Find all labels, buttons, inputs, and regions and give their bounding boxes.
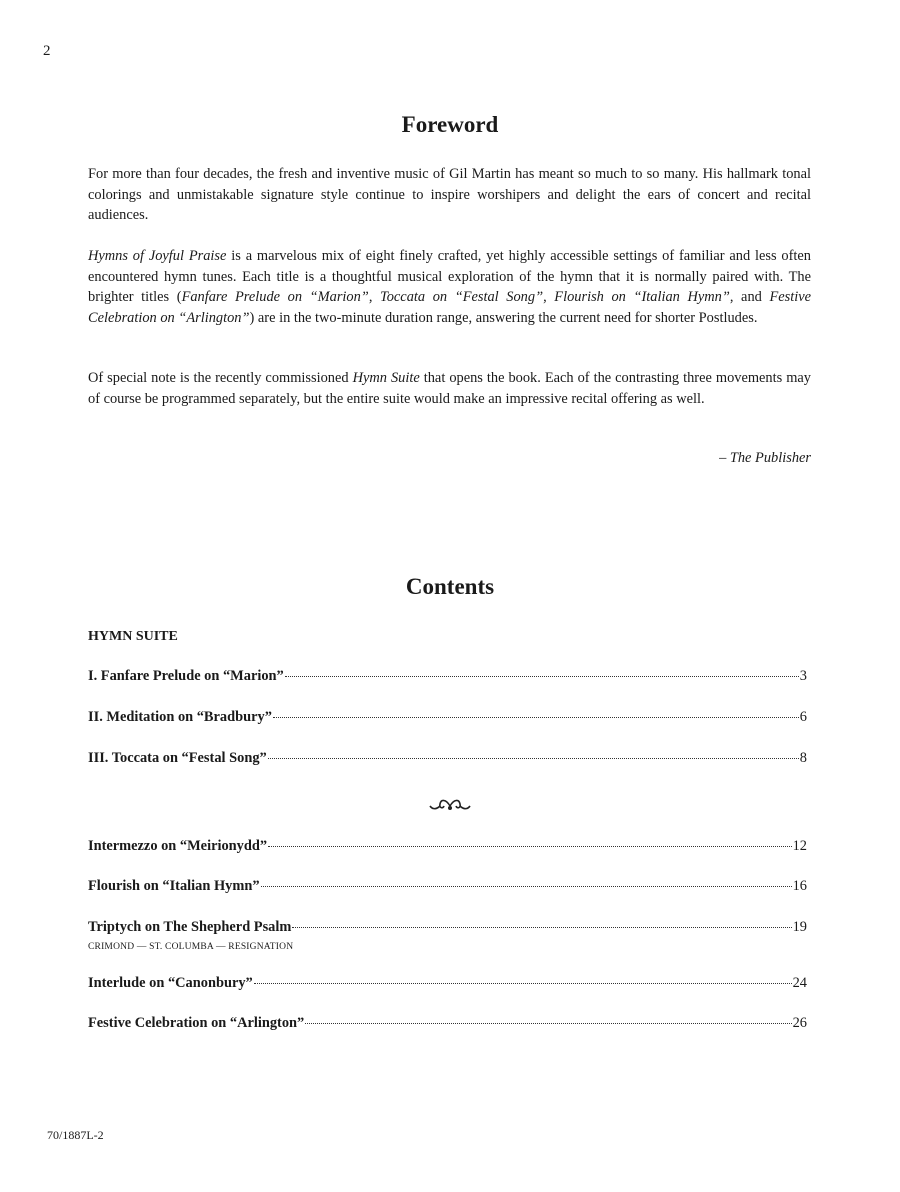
foreword-paragraph-3 [88,368,811,409]
toc-entry-title: Intermezzo on “Meirionydd” [88,838,268,854]
foreword-signature: – The Publisher [719,450,811,466]
foreword-paragraph-1: For more than four decades, the fresh and inventive music of Gil Martin has meant so much to so many. His hallmark tonal colorings and unmistakable signature style continue to inspire worshipers and delight the ears of concert and recital audiences. [88,166,811,223]
toc-entry-subtitle: CRIMOND — ST. COLUMBA — RESIGNATION [88,942,294,952]
piece-title: Flourish on “Italian Hymn” [554,289,730,305]
contents-title: Contents [405,574,495,599]
paragraph-text: ) are in the two-minute duration range, answering the current need for shorter Postludes. [249,309,758,326]
paragraph-text: is a marvelous mix of eight finely crafted, yet highly accessible settings of familiar and less often encountered hymn tunes. Each title is a thoughtful musical exploration of the hymn that it is normally paired with. The brighter titles ( [88,248,811,305]
separator-text: , and [729,289,770,305]
dot-leader [273,717,799,718]
toc-entry-title: I. Fanfare Prelude on “Marion” [88,668,284,684]
toc-entry-title: III. Toccata on “Festal Song” [88,750,267,766]
dot-leader [292,927,791,928]
fleuron-divider-icon [428,797,472,815]
piece-title: Fanfare Prelude on “Marion” [181,289,369,305]
suite-heading: HYMN SUITE [88,629,178,644]
catalog-code: 70/1887L-2 [47,1128,104,1142]
toc-entry-page: 8 [799,750,807,766]
dot-leader [305,1023,791,1024]
book-title: Hymns of Joyful Praise [88,248,227,264]
toc-entry-title: Interlude on “Canonbury” [88,975,253,991]
toc-entry [88,750,807,770]
toc-entry [88,878,807,898]
toc-entry-page: 19 [792,919,807,935]
piece-title: Toccata on “Festal Song” [380,289,544,305]
toc-entry-page: 12 [792,838,807,854]
page-number: 2 [43,43,51,59]
toc-entry-title: II. Meditation on “Bradbury” [88,709,272,725]
toc-entry [88,919,807,939]
separator-text: , [368,289,381,305]
dot-leader [285,676,799,677]
toc-entry [88,975,807,995]
toc-entry [88,838,807,858]
toc-entry-page: 26 [792,1015,807,1031]
dot-leader [261,886,792,887]
toc-entry-title: Festive Celebration on “Arlington” [88,1015,305,1031]
toc-entry [88,709,807,729]
toc-entry-page: 24 [792,975,807,991]
toc-entry [88,1015,807,1035]
separator-text: , [543,289,555,305]
toc-entry-page: 3 [799,668,807,684]
foreword-title: Foreword [401,112,499,137]
piece-title: Festive Celebration on “Arlington” [88,289,812,326]
dot-leader [268,846,792,847]
toc-entry-page: 16 [792,878,807,894]
foreword-paragraph-2 [88,246,811,328]
dot-leader [268,758,799,759]
toc-entry-title: Flourish on “Italian Hymn” [88,878,260,894]
toc-entry-title: Triptych on The Shepherd Psalm [88,919,292,935]
toc-entry [88,668,807,688]
paragraph-text: Of special note is the recently commissioned [88,370,353,386]
dot-leader [254,983,792,984]
paragraph-text: that opens the book. Each of the contrasting three movements may of course be programmed separately, but the entire suite would make an impressive recital offering as well. [88,370,811,407]
suite-name: Hymn Suite [352,370,420,386]
toc-entry-page: 6 [799,709,807,725]
